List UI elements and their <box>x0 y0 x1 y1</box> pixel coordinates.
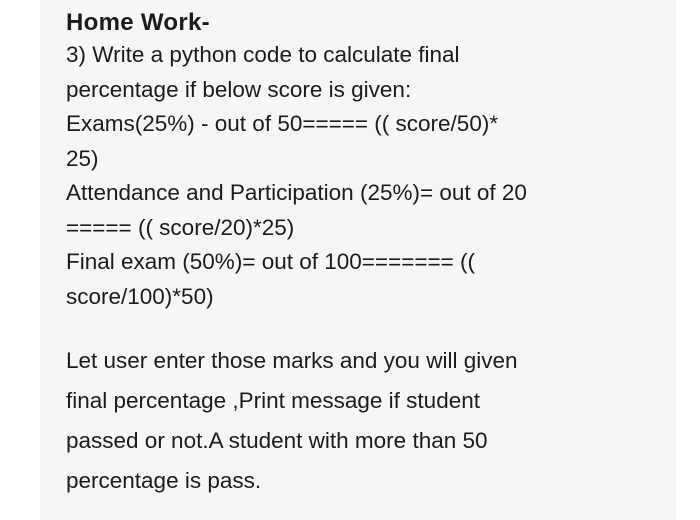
homework-title: Home Work- <box>66 9 210 36</box>
question-block <box>66 38 666 314</box>
exam-score-line-cont: 25) <box>66 145 99 171</box>
final-exam-score-line: Final exam (50%)= out of 100======= (( <box>66 249 475 274</box>
question-line: percentage if below score is given: <box>66 76 412 102</box>
instruction-line: Let user enter those marks and you will given <box>66 348 518 373</box>
instruction-line: final percentage ,Print message if student <box>66 388 480 413</box>
document-page <box>40 0 676 520</box>
document-content <box>66 8 666 501</box>
instruction-line: percentage is pass. <box>66 468 262 493</box>
attendance-score-line: Attendance and Participation (25%)= out of 20 <box>66 180 527 205</box>
exam-score-line: Exams(25%) - out of 50===== (( score/50)* <box>66 111 499 136</box>
instructions-block <box>66 341 666 501</box>
final-exam-score-line-cont: score/100)*50) <box>66 283 214 309</box>
paragraph-gap <box>66 314 666 341</box>
question-line: 3) Write a python code to calculate final <box>66 42 460 67</box>
instruction-line: passed or not.A student with more than 50 <box>66 428 488 453</box>
attendance-score-line-cont: ===== (( score/20)*25) <box>66 214 295 240</box>
